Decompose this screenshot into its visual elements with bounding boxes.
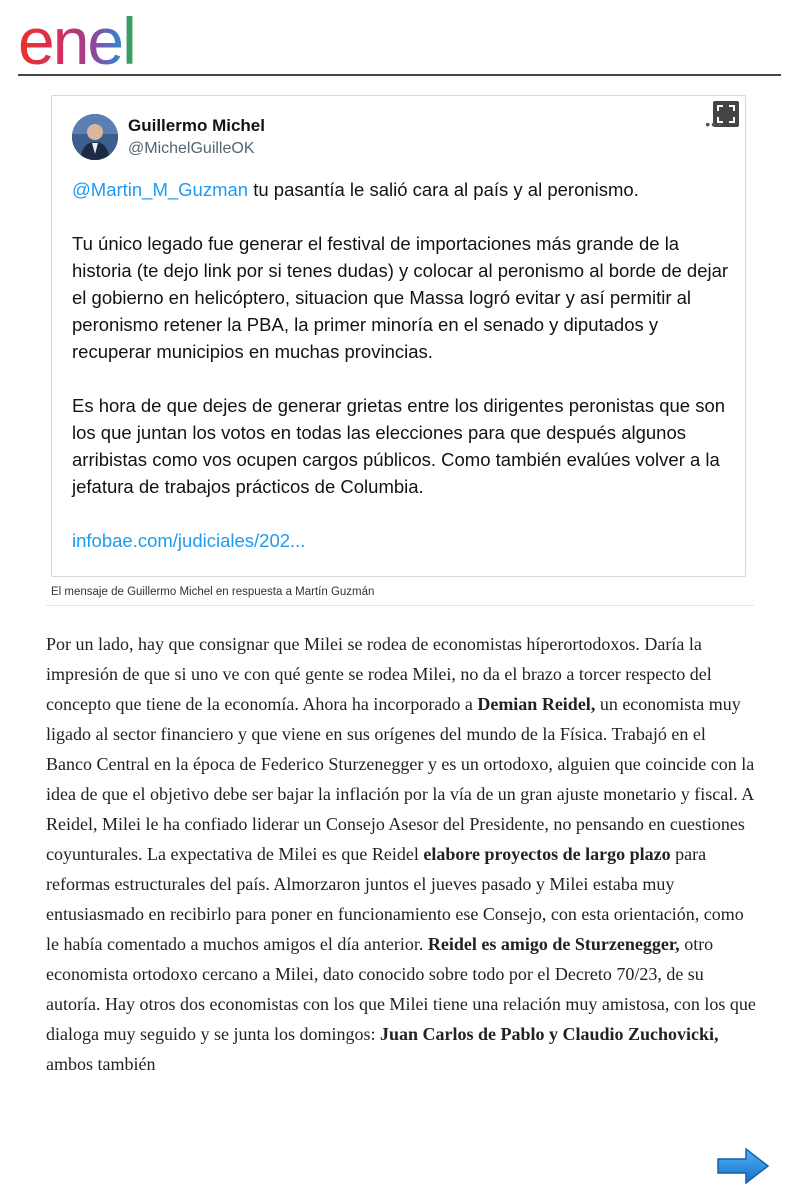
svg-text:enel: enel (18, 6, 135, 70)
site-header (18, 0, 781, 76)
article-bold: Demian Reidel, (477, 694, 596, 714)
tweet-paragraph (72, 176, 732, 203)
mention-link[interactable]: @Martin_M_Guzman (72, 179, 249, 200)
article-text: otro economista ortodoxo cercano a Milei, dato conocido sobre todo por el Decreto 70/23, de su autoría. Hay otros dos economistas con los que Milei tiene una relación muy amistosa, con los que dialoga muy seguido y se junta los domingos: (46, 934, 756, 1044)
author-name[interactable]: Guillermo Michel (128, 116, 265, 135)
article-text: para reformas estructurales del país. Almorzaron juntos el jueves pasado y Milei estaba muy entusiasmado en recibirlo para poner en funcionamiento ese Consejo, con esta orientación, como le había comentado a muchos amigos el día anterior. (46, 844, 744, 954)
enel-logo[interactable] (18, 6, 188, 70)
image-caption: El mensaje de Guillermo Michel en respuesta a Martín Guzmán (51, 586, 375, 598)
tweet-paragraph: Es hora de que dejes de generar grietas entre los dirigentes peronistas que son los que juntan los votos en todas las elecciones para que después algunos arribistas como vos ocupen cargos públicos. Como también evalúes volver a la jefatura de trabajos prácticos de Columbia. (72, 395, 726, 497)
author-handle[interactable]: @MichelGuilleOK (128, 140, 255, 157)
tweet-text-span: tu pasantía le salió cara al país y al peronismo. (248, 179, 639, 200)
divider (46, 605, 754, 606)
tweet-url-link[interactable]: infobae.com/judiciales/202... (72, 530, 306, 551)
article-bold: elabore proyectos de largo plazo (423, 844, 671, 864)
tweet-embed[interactable] (51, 95, 746, 577)
article-body (46, 629, 756, 1079)
tweet-paragraph: Tu único legado fue generar el festival de importaciones más grande de la historia (te dejo link por si tenes dudas) y colocar al peronismo al borde de dejar el gobierno en helicóptero, situacion que Massa logró evitar y así permitir al peronismo retener la PBA, la primer minoría en el senado y diputados y recuperar municipios en muchas provincias. (72, 233, 729, 362)
article-bold: Juan Carlos de Pablo y Claudio Zuchovicki, (379, 1024, 719, 1044)
article-bold: Reidel es amigo de Sturzenegger, (427, 934, 680, 954)
tweet-text (72, 176, 732, 581)
article-text: ambos también (46, 1054, 156, 1074)
tweet-paragraph (72, 527, 732, 554)
article-text: Por un lado, hay que consignar que Milei se rodea de economistas híperortodoxos. Daría la impresión de que si uno ve con qué gente se rodea Milei, no da el brazo a torcer respecto del concepto que tiene de la economía. Ahora ha incorporado a (46, 634, 712, 714)
article-text: un economista muy ligado al sector financiero y que viene en sus orígenes del mundo de la Física. Trabajó en el Banco Central en la época de Federico Sturzenegger y es un ortodoxo, alguien que coincide con la idea de que el objetivo debe ser bajar la inflación por la vía de un gran ajuste monetario y fiscal. A Reidel, Milei le ha confiado liderar un Consejo Asesor del Presidente, no pensando en cuestiones coyunturales. La expectativa de Milei es que Reidel (46, 694, 755, 864)
more-icon[interactable]: ••• (705, 116, 723, 132)
arrow-right-icon[interactable] (716, 1146, 770, 1186)
author-avatar[interactable] (72, 114, 118, 160)
